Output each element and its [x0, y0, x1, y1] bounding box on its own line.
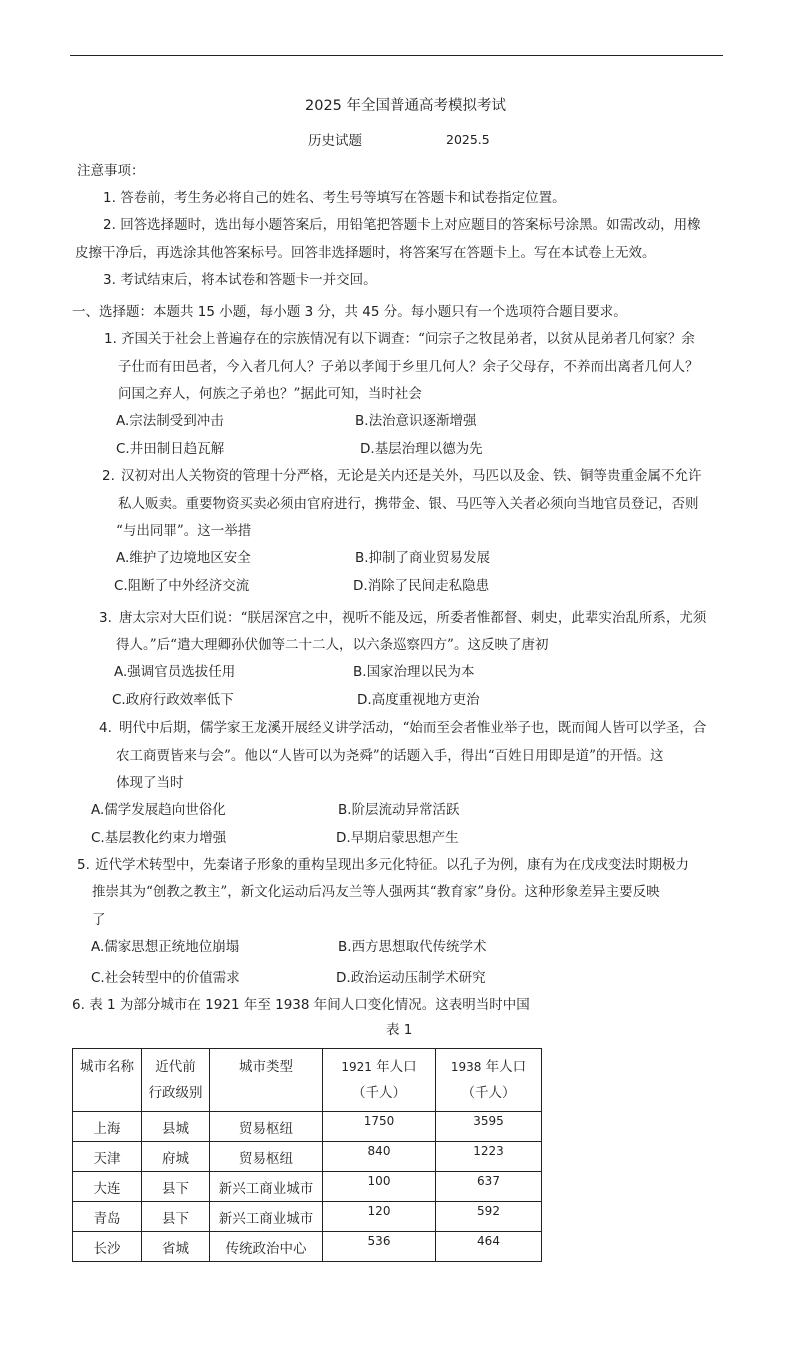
header-pop-1938-unit: （千人） [461, 1085, 516, 1101]
cell-level: 府城 [142, 1142, 210, 1172]
cell-pop-1921: 120 [323, 1202, 436, 1232]
exam-title: 2025 年全国普通高考模拟考试 [305, 98, 507, 114]
question-1-option-d[interactable]: D.基层治理以德为先 [360, 441, 483, 457]
notice-item-1: 1. 答卷前，考生务必将自己的姓名、考生号等填写在答题卡和试卷指定位置。 [103, 190, 566, 206]
question-1-option-a[interactable]: A.宗法制受到冲击 [116, 413, 224, 429]
question-4-option-d[interactable]: D.早期启蒙思想产生 [336, 830, 459, 846]
table-row [73, 1142, 542, 1172]
question-4-line-2: 农工商贾皆来与会”。他以“人皆可以为尧舜”的话题入手，得出“百姓日用即是道”的开悟。这 [116, 748, 664, 764]
table-row [73, 1232, 542, 1262]
question-2-line-2: 私人贩卖。重要物资买卖必须由官府进行，携带金、银、马匹等入关者必须向当地官员登记，否则 [118, 496, 699, 512]
question-3-number: 3. [99, 610, 112, 626]
question-4-line-3: 体现了当时 [116, 775, 184, 791]
question-2-option-b[interactable]: B.抑制了商业贸易发展 [355, 550, 491, 566]
cell-level: 县下 [142, 1172, 210, 1202]
question-1-option-b[interactable]: B.法治意识逐渐增强 [355, 413, 477, 429]
question-5-option-a[interactable]: A.儒家思想正统地位崩塌 [91, 939, 240, 955]
table-header-row [73, 1049, 542, 1112]
question-5-number: 5. [77, 857, 90, 873]
cell-city: 天津 [73, 1142, 142, 1172]
cell-pop-1921: 100 [323, 1172, 436, 1202]
cell-type: 贸易枢纽 [210, 1142, 323, 1172]
table-row [73, 1172, 542, 1202]
cell-pop-1938: 3595 [436, 1112, 542, 1142]
cell-type: 新兴工商业城市 [210, 1202, 323, 1232]
cell-pop-1938: 637 [436, 1172, 542, 1202]
cell-level: 省城 [142, 1232, 210, 1262]
section-heading: 一、选择题：本题共 15 小题，每小题 3 分，共 45 分。每小题只有一个选项符合题目要求。 [72, 304, 627, 320]
cell-pop-1921: 1750 [323, 1112, 436, 1142]
cell-city: 大连 [73, 1172, 142, 1202]
question-5-line-1: 近代学术转型中，先秦诸子形象的重构呈现出多元化特征。以孔子为例，康有为在戊戌变法时期极力 [95, 857, 689, 873]
question-2-line-3: “与出同罪”。这一举措 [116, 523, 252, 539]
question-2-number: 2. [102, 468, 115, 484]
cell-city: 上海 [73, 1112, 142, 1142]
cell-type: 贸易枢纽 [210, 1112, 323, 1142]
header-pop-1938 [436, 1049, 542, 1112]
cell-type: 传统政治中心 [210, 1232, 323, 1262]
notice-item-2: 2. 回答选择题时，选出每小题答案后，用铅笔把答题卡上对应题目的答案标号涂黑。如需改动，用橡 [103, 217, 701, 233]
header-pop-1938-line-1: 1938 年人口 [450, 1059, 527, 1075]
question-2-option-a[interactable]: A.维护了边境地区安全 [116, 550, 251, 566]
header-pop-1921-unit: （千人） [352, 1085, 406, 1101]
question-1-number: 1. [104, 331, 117, 347]
question-3-option-c[interactable]: C.政府行政效率低下 [112, 692, 234, 708]
exam-date: 2025.5 [446, 132, 490, 147]
notice-heading: 注意事项： [77, 163, 145, 179]
question-6-stem: 6. 表 1 为部分城市在 1921 年至 1938 年间人口变化情况。这表明当时中国 [72, 997, 530, 1013]
table-row [73, 1112, 542, 1142]
question-5-option-b[interactable]: B.西方思想取代传统学术 [338, 939, 487, 955]
question-1-line-2: 子仕而有田邑者，今入者几何人？子弟以孝闻于乡里几何人？余子父母存，不养而出离者几何人？ [118, 359, 699, 375]
question-5-option-c[interactable]: C.社会转型中的价值需求 [91, 970, 240, 986]
question-2-option-d[interactable]: D.消除了民间走私隐患 [353, 578, 490, 594]
population-table [72, 1048, 542, 1262]
header-type: 城市类型 [210, 1049, 323, 1112]
cell-level: 县城 [142, 1112, 210, 1142]
question-3-line-1: 唐太宗对大臣们说：“朕居深宫之中，视听不能及远，所委者惟都督、刺史，此辈实治乱所系，尤须 [119, 610, 707, 626]
cell-pop-1921: 840 [323, 1142, 436, 1172]
cell-city: 长沙 [73, 1232, 142, 1262]
question-4-line-1: 明代中后期，儒学家王龙溪开展经义讲学活动，“始而至会者惟业举子也，既而闻人皆可以学圣，合 [119, 720, 707, 736]
cell-pop-1938: 592 [436, 1202, 542, 1232]
notice-item-2-cont: 皮擦干净后，再选涂其他答案标号。回答非选择题时，将答案写在答题卡上。写在本试卷上无效。 [75, 245, 656, 261]
subject-title: 历史试题 [308, 133, 362, 149]
header-pop-1921 [323, 1049, 436, 1112]
question-2-line-1: 汉初对出人关物资的管理十分严格，无论是关内还是关外，马匹以及金、铁、铜等贵重金属不允许 [121, 468, 702, 484]
question-5-line-2: 推崇其为“创教之教主”，新文化运动后冯友兰等人强两其“教育家”身份。这种形象差异主要反映 [92, 884, 660, 900]
question-4-number: 4. [99, 720, 112, 736]
top-rule [70, 55, 723, 56]
notice-item-3: 3. 考试结束后，将本试卷和答题卡一并交回。 [103, 272, 377, 288]
question-3-option-d[interactable]: D.高度重视地方吏治 [357, 692, 480, 708]
question-1-line-1: 齐国关于社会上普遍存在的宗族情况有以下调查：“问宗子之牧昆弟者，以贫从昆弟者几何家？余 [121, 331, 695, 347]
cell-pop-1938: 1223 [436, 1142, 542, 1172]
cell-city: 青岛 [73, 1202, 142, 1232]
cell-level: 县下 [142, 1202, 210, 1232]
question-5-option-d[interactable]: D.政治运动压制学术研究 [336, 970, 486, 986]
question-3-option-b[interactable]: B.国家治理以民为本 [353, 664, 475, 680]
question-3-line-2: 得人。”后“遣大理卿孙伏伽等二十二人，以六条巡察四方”。这反映了唐初 [116, 637, 549, 653]
header-city: 城市名称 [73, 1049, 142, 1112]
question-4-option-c[interactable]: C.基层教化约束力增强 [91, 830, 227, 846]
question-1-line-3: 问国之弃人，何族之子弟也？”据此可知，当时社会 [118, 386, 422, 402]
question-2-option-c[interactable]: C.阻断了中外经济交流 [114, 578, 250, 594]
cell-pop-1938: 464 [436, 1232, 542, 1262]
header-pop-1921-line-1: 1921 年人口 [341, 1059, 417, 1075]
table-row [73, 1202, 542, 1232]
cell-pop-1921: 536 [323, 1232, 436, 1262]
cell-type: 新兴工商业城市 [210, 1172, 323, 1202]
question-4-option-b[interactable]: B.阶层流动异常活跃 [338, 802, 460, 818]
table-caption: 表 1 [386, 1022, 413, 1038]
question-1-option-c[interactable]: C.井田制日趋瓦解 [116, 441, 225, 457]
header-level-line-1: 近代前 [155, 1059, 196, 1075]
header-level-line-2: 行政级别 [148, 1085, 203, 1101]
question-4-option-a[interactable]: A.儒学发展趋向世俗化 [91, 802, 226, 818]
question-5-line-3: 了 [92, 912, 106, 928]
question-3-option-a[interactable]: A.强调官员选拔任用 [114, 664, 236, 680]
header-level [142, 1049, 210, 1112]
